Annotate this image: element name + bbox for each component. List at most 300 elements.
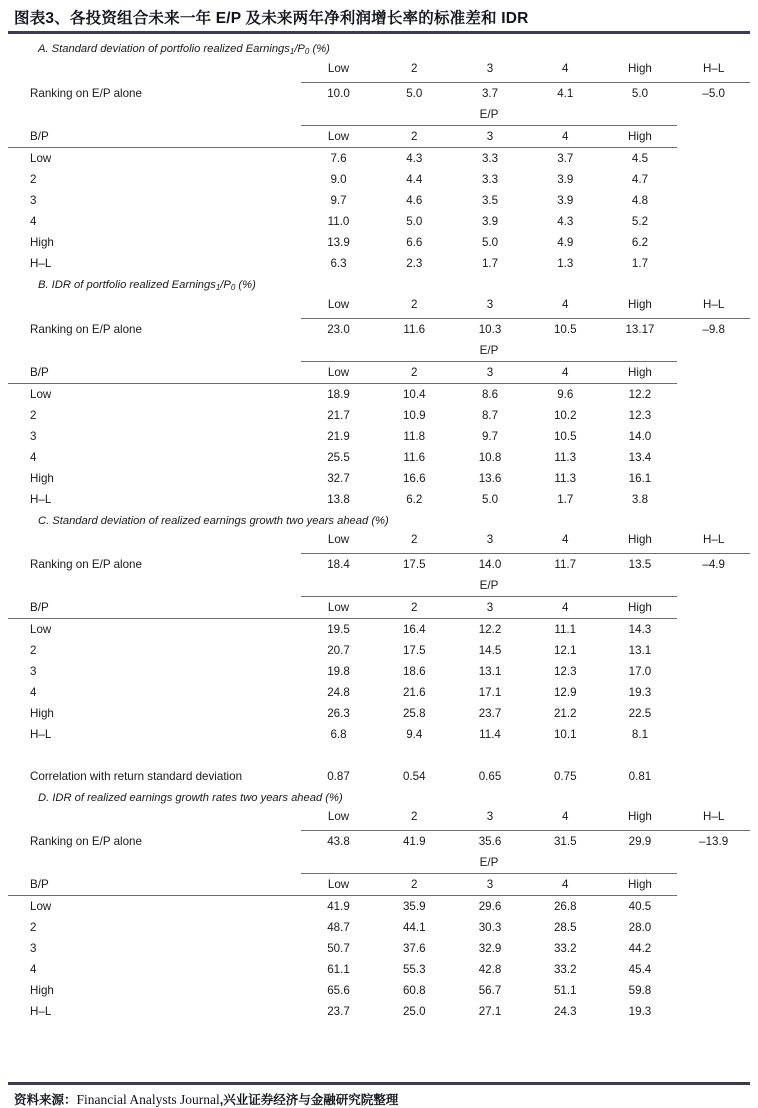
col-header-4-3: 4: [562, 809, 569, 823]
cell-0-0: 41.9: [327, 899, 350, 913]
row-tail-blank-3: [677, 682, 750, 703]
bp-tail-blank: [677, 125, 750, 147]
source-suffix: ,兴业证券经济与金融研究院整理: [219, 1093, 399, 1107]
gap-cell-4: [528, 745, 603, 766]
cell-4-0: 65.6: [327, 983, 350, 997]
cell-2-2: 13.1: [478, 664, 502, 678]
row-label-5: H–L: [30, 1004, 52, 1018]
row-tail-blank-5: [677, 724, 750, 745]
row-tail-blank-5: [677, 253, 750, 274]
cell-3-4: 13.4: [628, 450, 652, 464]
row-label-2: 3: [30, 941, 37, 955]
row-label-5: H–L: [30, 256, 52, 270]
ranking-value-2: 3.7: [481, 86, 499, 100]
matrix-col-header-1: 2: [376, 873, 452, 895]
cell-3-3: 12.9: [553, 685, 577, 699]
col-header-4-3: 4: [562, 532, 569, 546]
col-header-hl-5: H–L: [703, 532, 725, 546]
row-label-0: Low: [30, 622, 52, 636]
row-label-5: H–L: [30, 727, 52, 741]
row-tail-blank-0: [677, 383, 750, 405]
bp-header-row: [8, 873, 750, 895]
cell-1-1: 4.4: [406, 172, 423, 186]
row-label-2: 3: [30, 193, 37, 207]
col-header-hl-5: H–L: [703, 809, 725, 823]
caption-subscript-1: 1: [289, 46, 295, 56]
row-label-1: 2: [30, 172, 37, 186]
cell-4-1: 60.8: [402, 983, 426, 997]
bp-tail-blank: [677, 873, 750, 895]
cell-4-3: 21.2: [553, 706, 577, 720]
row-label-3: 4: [30, 685, 37, 699]
table-row: [8, 253, 750, 274]
cell-3-2: 3.9: [481, 214, 499, 228]
matrix-col-header-1: 2: [376, 596, 452, 618]
panel-caption-a: A. Standard deviation of portfolio realized $Earnings_1/P_0$ (%): [38, 42, 330, 56]
cell-3-2: 42.8: [478, 962, 502, 976]
row-tail-blank-1: [677, 169, 750, 190]
table-row: [8, 426, 750, 447]
row-tail-blank-1: [677, 405, 750, 426]
cell-5-2: 1.7: [481, 256, 499, 270]
cell-2-3: 3.9: [557, 193, 574, 207]
row-label-correlation: Correlation with return standard deviation: [30, 769, 243, 783]
cell-4-2: 5.0: [481, 235, 499, 249]
ep-span-tail: [677, 575, 750, 597]
cell-1-3: 3.9: [557, 172, 574, 186]
row-label-3: 4: [30, 450, 37, 464]
cell-5-0: 23.7: [327, 1004, 350, 1018]
cell-4-3: 4.9: [557, 235, 574, 249]
cell-4-0: 26.3: [327, 706, 350, 720]
single-header-row: [8, 806, 750, 827]
source-prefix: 资料来源：: [14, 1093, 77, 1107]
cell-3-4: 19.3: [628, 685, 652, 699]
ep-span-row: [8, 340, 750, 362]
ep-span-tail: [677, 104, 750, 126]
ep-span-tail: [677, 340, 750, 362]
cell-5-4: 8.1: [631, 727, 649, 741]
matrix-col-header-1: 2: [376, 361, 452, 383]
cell-0-0: 18.9: [327, 387, 350, 401]
cell-1-4: 12.3: [628, 408, 652, 422]
cell-2-2: 9.7: [481, 429, 499, 443]
table-row: [8, 489, 750, 510]
cell-3-0: 25.5: [327, 450, 350, 464]
cell-2-4: 17.0: [628, 664, 652, 678]
cell-0-1: 35.9: [402, 899, 426, 913]
cell-1-3: 10.2: [553, 408, 577, 422]
cell-1-4: 28.0: [628, 920, 652, 934]
cell-3-0: 11.0: [327, 214, 350, 228]
row-label-4: High: [30, 706, 54, 720]
cell-2-4: 14.0: [628, 429, 652, 443]
panel-table-a: [8, 58, 750, 274]
bp-tail-blank: [677, 596, 750, 618]
col-header-high-4: High: [628, 297, 652, 311]
matrix-col-header-0: Low: [301, 361, 377, 383]
table-row: [8, 211, 750, 232]
col-header-low-0: Low: [327, 297, 350, 311]
bp-header-row: [8, 596, 750, 618]
cell-1-0: 20.7: [327, 643, 350, 657]
cell-1-2: 30.3: [478, 920, 502, 934]
row-tail-blank-1: [677, 917, 750, 938]
cell-2-0: 50.7: [327, 941, 350, 955]
cell-1-4: 13.1: [628, 643, 652, 657]
ep-span-row: [8, 575, 750, 597]
row-tail-blank-1: [677, 640, 750, 661]
single-header-row: [8, 529, 750, 550]
row-tail-blank-0: [677, 618, 750, 640]
row-label-5: H–L: [30, 492, 52, 506]
row-label-3: 4: [30, 214, 37, 228]
matrix-col-header-3: 4: [528, 596, 603, 618]
cell-2-2: 32.9: [478, 941, 502, 955]
col-header-high-4: High: [628, 809, 652, 823]
table-row: [8, 618, 750, 640]
ranking-row: [8, 553, 750, 575]
cell-3-2: 17.1: [478, 685, 502, 699]
row-label-1: 2: [30, 408, 37, 422]
cell-1-2: 8.7: [481, 408, 499, 422]
col-header-low-0: Low: [327, 532, 350, 546]
table-row: [8, 1001, 750, 1022]
cell-2-3: 10.5: [553, 429, 577, 443]
table-row: [8, 703, 750, 724]
correlation-value-3: 0.75: [553, 769, 577, 783]
correlation-row: [8, 766, 750, 787]
col-header-3-2: 3: [486, 61, 494, 75]
bp-tail-blank: [677, 361, 750, 383]
header-corner-blank: [8, 58, 301, 79]
row-label-2: 3: [30, 664, 37, 678]
table-row: [8, 682, 750, 703]
ranking-value-3: 10.5: [553, 322, 577, 336]
correlation-tail-blank: [677, 766, 750, 787]
gap-cell-3: [452, 745, 528, 766]
col-header-4-3: 4: [562, 61, 569, 75]
cell-4-2: 56.7: [478, 983, 502, 997]
caption-subscript-2: 0: [230, 282, 236, 292]
cell-5-2: 11.4: [479, 727, 501, 741]
gap-cell-1: [301, 745, 377, 766]
cell-2-0: 21.9: [327, 429, 350, 443]
row-tail-blank-2: [677, 190, 750, 211]
panel-table-b: [8, 294, 750, 510]
matrix-col-header-1: 2: [376, 125, 452, 147]
col-header-low-0: Low: [327, 809, 350, 823]
col-header-2-1: 2: [411, 809, 418, 823]
cell-3-1: 21.6: [402, 685, 426, 699]
row-label-bp: B/P: [8, 125, 301, 147]
cell-2-4: 44.2: [628, 941, 652, 955]
ranking-row: [8, 318, 750, 340]
header-corner-blank: [8, 294, 301, 315]
ranking-value-5: –13.9: [699, 834, 729, 848]
cell-5-1: 2.3: [406, 256, 423, 270]
ranking-value-4: 29.9: [628, 834, 652, 848]
matrix-col-header-3: 4: [528, 873, 603, 895]
cell-3-1: 11.6: [403, 450, 426, 464]
panel-table-c: [8, 529, 750, 787]
matrix-col-header-3: 4: [528, 125, 603, 147]
correlation-value-4: 0.81: [628, 769, 652, 783]
row-tail-blank-4: [677, 703, 750, 724]
cell-5-3: 10.1: [553, 727, 577, 741]
footer: [0, 1080, 758, 1108]
ep-span-gap: [8, 104, 301, 126]
ep-span-gap: [8, 340, 301, 362]
cell-2-1: 37.6: [402, 941, 426, 955]
ranking-value-5: –5.0: [702, 86, 725, 100]
cell-1-1: 17.5: [402, 643, 426, 657]
cell-3-4: 5.2: [631, 214, 649, 228]
cell-4-1: 6.6: [406, 235, 423, 249]
cell-1-2: 14.5: [478, 643, 502, 657]
cell-5-0: 6.3: [330, 256, 347, 270]
cell-2-3: 33.2: [553, 941, 577, 955]
cell-1-3: 12.1: [553, 643, 577, 657]
cell-5-0: 13.8: [327, 492, 350, 506]
bp-header-row: [8, 361, 750, 383]
ranking-value-2: 14.0: [478, 557, 502, 571]
cell-0-4: 40.5: [628, 899, 652, 913]
row-label-ranking: Ranking on E/P alone: [30, 557, 142, 571]
row-label-1: 2: [30, 920, 37, 934]
cell-2-2: 3.5: [481, 193, 499, 207]
ranking-value-4: 13.5: [628, 557, 652, 571]
ranking-value-1: 17.5: [402, 557, 426, 571]
row-label-bp: B/P: [8, 873, 301, 895]
row-tail-blank-4: [677, 232, 750, 253]
cell-1-1: 44.1: [402, 920, 426, 934]
row-tail-blank-4: [677, 980, 750, 1001]
cell-3-3: 11.3: [554, 450, 577, 464]
cell-3-1: 55.3: [402, 962, 426, 976]
cell-5-4: 19.3: [628, 1004, 652, 1018]
matrix-col-header-4: High: [603, 873, 678, 895]
cell-1-0: 21.7: [327, 408, 350, 422]
row-tail-blank-0: [677, 147, 750, 169]
matrix-col-header-2: 3: [452, 596, 528, 618]
cell-0-4: 4.5: [631, 151, 649, 165]
row-label-ranking: Ranking on E/P alone: [30, 322, 142, 336]
ranking-value-5: –4.9: [702, 557, 725, 571]
row-label-0: Low: [30, 151, 52, 165]
cell-3-4: 45.4: [628, 962, 652, 976]
cell-5-1: 9.4: [406, 727, 423, 741]
ranking-value-1: 5.0: [406, 86, 423, 100]
matrix-col-header-3: 4: [528, 361, 603, 383]
cell-4-4: 22.5: [628, 706, 652, 720]
ep-span-gap: [8, 575, 301, 597]
row-label-ranking: Ranking on E/P alone: [30, 86, 142, 100]
cell-0-3: 3.7: [557, 151, 574, 165]
row-label-0: Low: [30, 387, 52, 401]
table-row: [8, 661, 750, 682]
cell-3-3: 4.3: [557, 214, 574, 228]
row-tail-blank-0: [677, 895, 750, 917]
table-row: [8, 640, 750, 661]
col-header-hl-5: H–L: [703, 297, 725, 311]
ranking-row: [8, 830, 750, 852]
header-corner-blank: [8, 806, 301, 827]
cell-0-3: 26.8: [553, 899, 577, 913]
cell-4-2: 23.7: [478, 706, 502, 720]
col-header-2-1: 2: [411, 61, 418, 75]
cell-4-3: 51.1: [553, 983, 577, 997]
col-header-high-4: High: [628, 61, 652, 75]
ranking-value-3: 11.7: [554, 557, 577, 571]
ranking-value-3: 4.1: [557, 86, 574, 100]
ep-span-row: [8, 852, 750, 874]
panel-table-d: [8, 806, 750, 1022]
ranking-row: [8, 82, 750, 104]
ep-span-label: E/P: [301, 575, 678, 597]
cell-2-0: 19.8: [327, 664, 350, 678]
row-tail-blank-2: [677, 426, 750, 447]
ep-span-label: E/P: [301, 104, 678, 126]
cell-5-1: 25.0: [402, 1004, 426, 1018]
ranking-value-1: 11.6: [403, 322, 426, 336]
row-label-3: 4: [30, 962, 37, 976]
matrix-col-header-0: Low: [301, 125, 377, 147]
cell-0-2: 29.6: [478, 899, 502, 913]
table-row: [8, 959, 750, 980]
correlation-value-1: 0.54: [402, 769, 426, 783]
cell-5-3: 24.3: [553, 1004, 577, 1018]
cell-2-3: 12.3: [553, 664, 577, 678]
gap-cell-0: [8, 745, 301, 766]
cell-4-3: 11.3: [554, 471, 577, 485]
row-tail-blank-2: [677, 938, 750, 959]
table-row: [8, 190, 750, 211]
ranking-value-2: 35.6: [478, 834, 502, 848]
cell-5-0: 6.8: [330, 727, 347, 741]
matrix-col-header-4: High: [603, 596, 678, 618]
ranking-value-4: 5.0: [631, 86, 649, 100]
cell-2-1: 11.8: [403, 429, 426, 443]
cell-1-0: 9.0: [330, 172, 347, 186]
cell-0-2: 3.3: [481, 151, 499, 165]
cell-4-2: 13.6: [478, 471, 502, 485]
cell-4-0: 32.7: [327, 471, 350, 485]
bp-header-row: [8, 125, 750, 147]
cell-5-2: 27.1: [478, 1004, 502, 1018]
matrix-col-header-4: High: [603, 361, 678, 383]
table-row: [8, 980, 750, 1001]
row-tail-blank-3: [677, 211, 750, 232]
row-label-4: High: [30, 983, 54, 997]
cell-4-0: 13.9: [327, 235, 350, 249]
caption-subscript-1: 1: [215, 282, 221, 292]
panel-caption-b: B. IDR of portfolio realized $Earnings_1/P_0$ (%): [38, 278, 256, 292]
row-label-bp: B/P: [8, 596, 301, 618]
row-label-2: 3: [30, 429, 37, 443]
ranking-value-0: 18.4: [327, 557, 350, 571]
cell-0-1: 16.4: [402, 622, 426, 636]
matrix-col-header-0: Low: [301, 596, 377, 618]
col-header-high-4: High: [628, 532, 652, 546]
single-header-row: [8, 294, 750, 315]
correlation-gap-row: [8, 745, 750, 766]
table-row: [8, 468, 750, 489]
cell-5-3: 1.3: [557, 256, 574, 270]
table-row: [8, 232, 750, 253]
cell-3-3: 33.2: [553, 962, 577, 976]
table-row: [8, 147, 750, 169]
ep-span-gap: [8, 852, 301, 874]
col-header-3-2: 3: [486, 809, 494, 823]
panels-container: [0, 34, 758, 1022]
cell-4-1: 16.6: [402, 471, 426, 485]
cell-3-2: 10.8: [478, 450, 502, 464]
row-label-4: High: [30, 471, 54, 485]
table-row: [8, 917, 750, 938]
cell-0-0: 19.5: [327, 622, 350, 636]
cell-1-1: 10.9: [402, 408, 426, 422]
source-note: [0, 1085, 758, 1108]
ep-span-label: E/P: [301, 340, 678, 362]
col-header-3-2: 3: [486, 532, 494, 546]
matrix-col-header-4: High: [603, 125, 678, 147]
correlation-value-0: 0.87: [327, 769, 350, 783]
cell-0-4: 14.3: [628, 622, 652, 636]
ranking-value-1: 41.9: [402, 834, 426, 848]
gap-cell-6: [677, 745, 750, 766]
cell-5-4: 3.8: [631, 492, 649, 506]
matrix-col-header-2: 3: [452, 125, 528, 147]
row-label-4: High: [30, 235, 54, 249]
cell-0-3: 9.6: [557, 387, 574, 401]
source-journal: Financial Analysts Journal: [76, 1092, 220, 1107]
cell-0-2: 8.6: [481, 387, 499, 401]
ep-span-tail: [677, 852, 750, 874]
gap-cell-5: [603, 745, 678, 766]
cell-3-1: 5.0: [406, 214, 423, 228]
single-header-row: [8, 58, 750, 79]
ranking-value-0: 10.0: [327, 86, 350, 100]
col-header-4-3: 4: [562, 297, 569, 311]
ranking-value-5: –9.8: [702, 322, 725, 336]
table-row: [8, 447, 750, 468]
row-label-0: Low: [30, 899, 52, 913]
ranking-value-3: 31.5: [553, 834, 577, 848]
ranking-value-4: 13.17: [625, 322, 655, 336]
cell-0-1: 4.3: [406, 151, 423, 165]
panel-caption-c: C. Standard deviation of realized earnings growth two years ahead (%): [38, 514, 389, 527]
row-label-bp: B/P: [8, 361, 301, 383]
ranking-value-0: 43.8: [327, 834, 350, 848]
row-tail-blank-2: [677, 661, 750, 682]
table-row: [8, 169, 750, 190]
col-header-hl-5: H–L: [703, 61, 725, 75]
cell-2-1: 4.6: [406, 193, 423, 207]
ep-span-row: [8, 104, 750, 126]
cell-5-2: 5.0: [481, 492, 499, 506]
cell-3-0: 24.8: [327, 685, 350, 699]
cell-4-4: 59.8: [628, 983, 652, 997]
ranking-value-2: 10.3: [478, 322, 502, 336]
header-corner-blank: [8, 529, 301, 550]
cell-0-1: 10.4: [402, 387, 426, 401]
table-row: [8, 383, 750, 405]
gap-cell-2: [376, 745, 452, 766]
table-row: [8, 938, 750, 959]
cell-4-4: 6.2: [631, 235, 649, 249]
cell-5-3: 1.7: [557, 492, 574, 506]
